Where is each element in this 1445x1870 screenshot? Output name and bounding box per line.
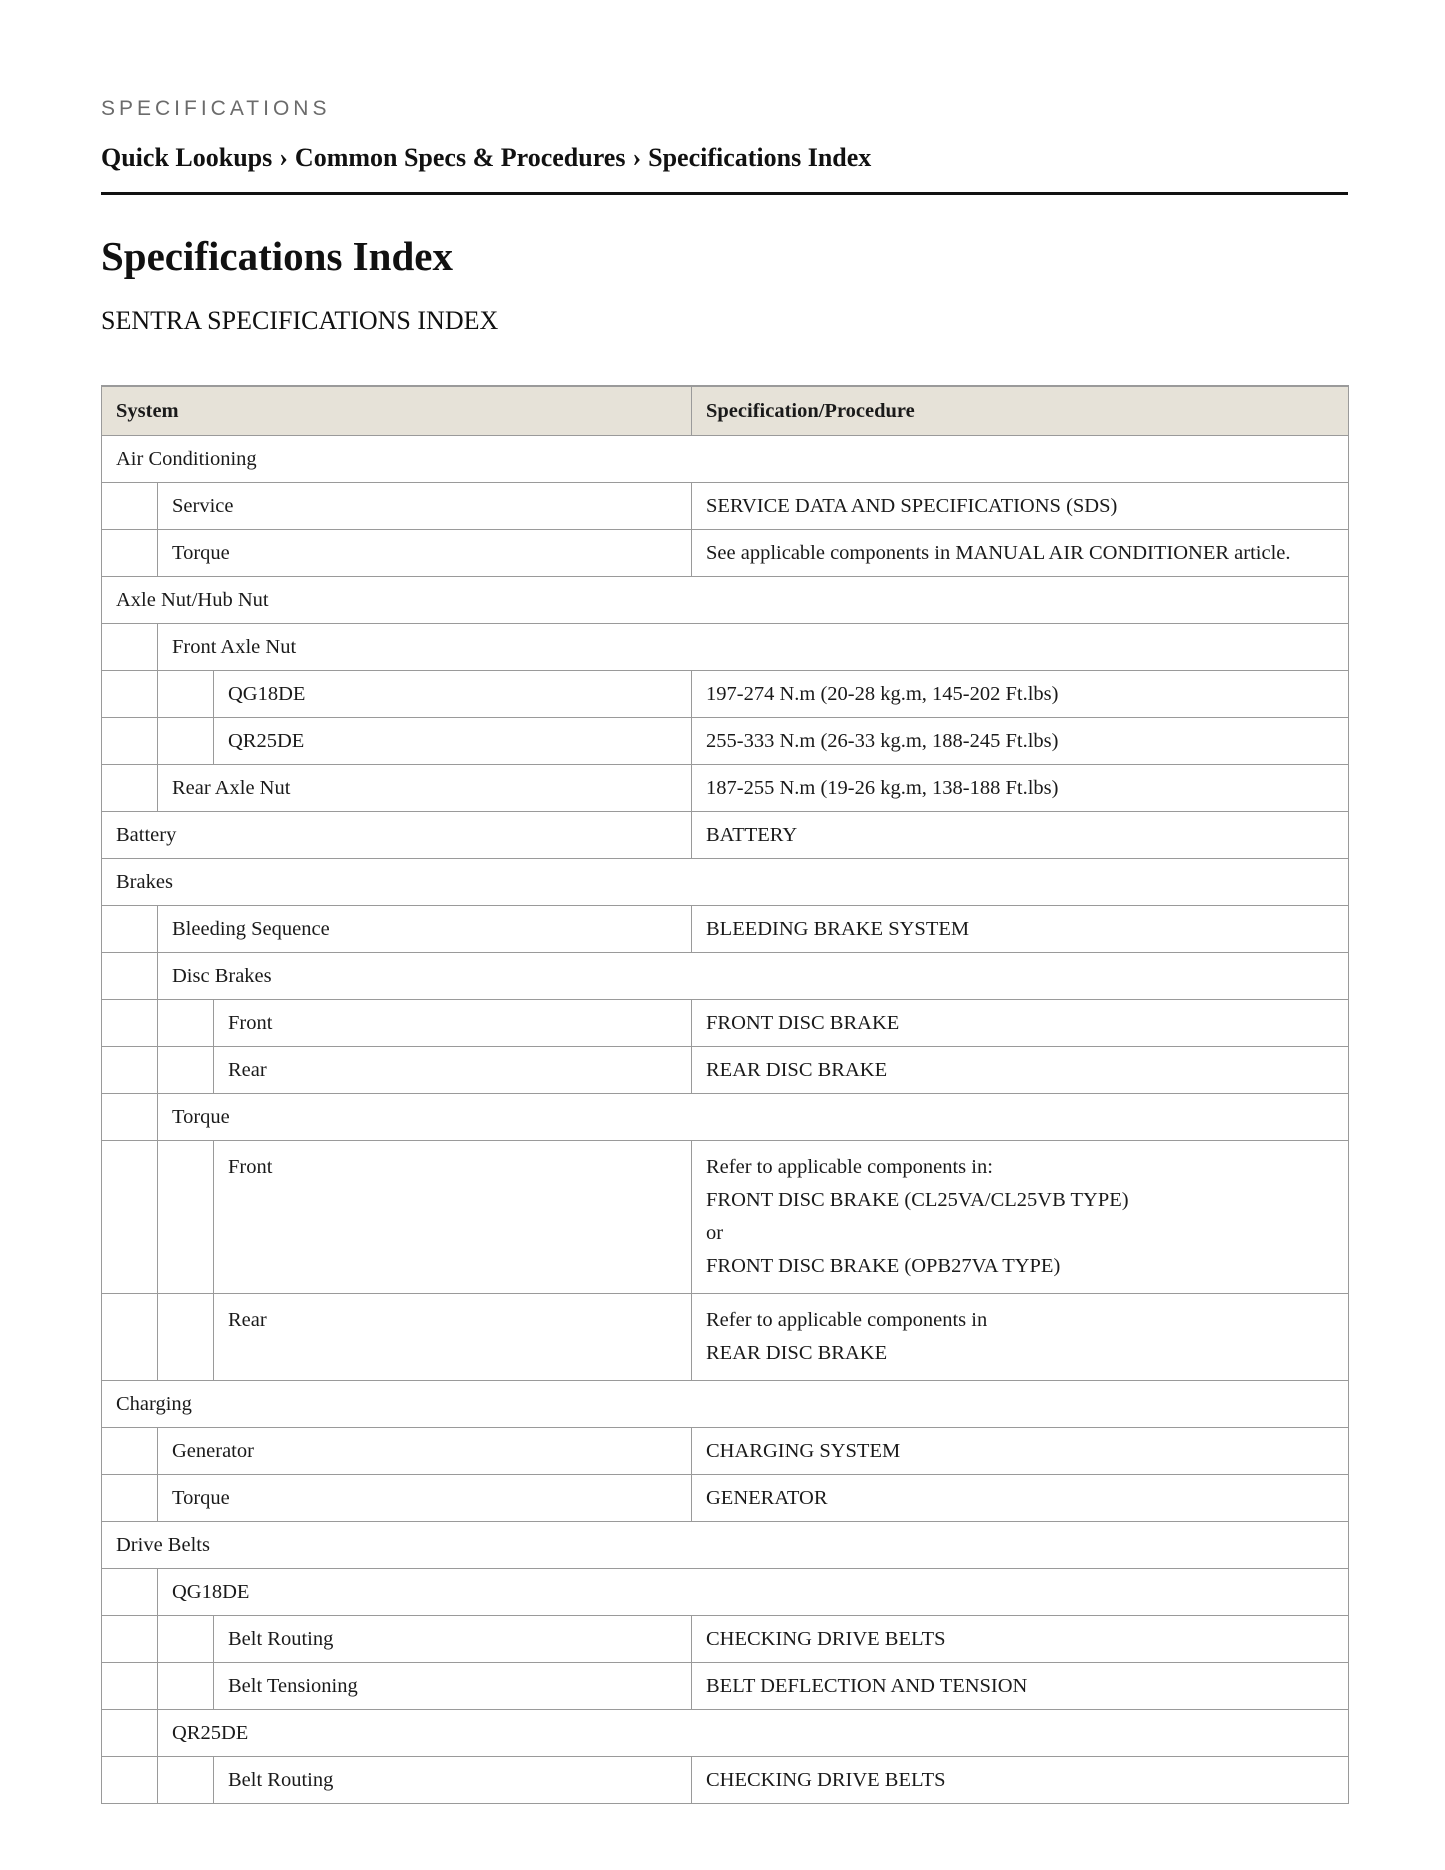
- spec-procedure-line: BELT DEFLECTION AND TENSION: [706, 1674, 1028, 1697]
- table-row: [102, 436, 1349, 483]
- indent-cell: [102, 624, 158, 671]
- spec-procedure-cell: [692, 483, 1349, 530]
- page-subtitle: SENTRA SPECIFICATIONS INDEX: [101, 306, 499, 335]
- table-row: [102, 1616, 1349, 1663]
- indent-cell: [158, 1000, 214, 1047]
- indent-cell: [102, 1047, 158, 1094]
- system-group-cell: Front Axle Nut: [158, 624, 1349, 671]
- page-title: Specifications Index: [101, 233, 453, 279]
- system-group-cell: QR25DE: [158, 1710, 1349, 1757]
- spec-procedure-cell: [692, 718, 1349, 765]
- table-row: [102, 671, 1349, 718]
- spec-procedure-line: or: [706, 1222, 724, 1244]
- system-cell: Front: [214, 1000, 692, 1047]
- table-row: [102, 1710, 1349, 1757]
- indent-cell: [102, 1294, 158, 1381]
- system-cell: Rear: [214, 1294, 692, 1381]
- spec-procedure-line: FRONT DISC BRAKE (CL25VA/CL25VB TYPE): [706, 1189, 1129, 1211]
- spec-procedure-line: CHECKING DRIVE BELTS: [706, 1768, 946, 1791]
- indent-cell: [158, 1294, 214, 1381]
- table-row: [102, 1094, 1349, 1141]
- indent-cell: [102, 1569, 158, 1616]
- table-body: [102, 436, 1349, 1804]
- indent-cell: [102, 483, 158, 530]
- spec-procedure-cell: [692, 1000, 1349, 1047]
- breadcrumb-item-common-specs[interactable]: Common Specs & Procedures: [294, 143, 626, 172]
- table-row: [102, 1663, 1349, 1710]
- table-row: [102, 1475, 1349, 1522]
- table-row: [102, 718, 1349, 765]
- system-group-cell: Torque: [158, 1094, 1349, 1141]
- spec-procedure-cell: [692, 1616, 1349, 1663]
- indent-cell: [102, 1710, 158, 1757]
- table-row: [102, 1000, 1349, 1047]
- spec-procedure-line: SERVICE DATA AND SPECIFICATIONS (SDS): [706, 494, 1118, 517]
- indent-cell: [158, 671, 214, 718]
- table-row: [102, 1047, 1349, 1094]
- system-cell: Belt Routing: [214, 1757, 692, 1804]
- breadcrumb-item-quick-lookups[interactable]: Quick Lookups: [101, 143, 273, 172]
- indent-cell: [158, 1141, 214, 1294]
- header-divider: [101, 192, 1348, 195]
- table-row: [102, 765, 1349, 812]
- spec-procedure-cell: [692, 671, 1349, 718]
- spec-procedure-cell: [692, 1141, 1349, 1294]
- indent-cell: [102, 906, 158, 953]
- spec-procedure-cell: [692, 765, 1349, 812]
- document-page: [101, 96, 1348, 1804]
- table-row: [102, 1428, 1349, 1475]
- indent-cell: [102, 1000, 158, 1047]
- indent-cell: [158, 1663, 214, 1710]
- breadcrumb-separator: ›: [632, 143, 642, 172]
- system-cell: Rear Axle Nut: [158, 765, 692, 812]
- spec-procedure-line: FRONT DISC BRAKE: [706, 1011, 900, 1034]
- system-cell: Battery: [102, 812, 692, 859]
- table-row: [102, 1522, 1349, 1569]
- table-row: [102, 530, 1349, 577]
- spec-procedure-cell: [692, 1047, 1349, 1094]
- indent-cell: [158, 1616, 214, 1663]
- table-row: [102, 1569, 1349, 1616]
- system-cell: Service: [158, 483, 692, 530]
- indent-cell: [158, 1757, 214, 1804]
- spec-procedure-line: GENERATOR: [706, 1486, 828, 1509]
- indent-cell: [102, 1094, 158, 1141]
- indent-cell: [102, 1141, 158, 1294]
- spec-procedure-line: REAR DISC BRAKE: [706, 1058, 888, 1081]
- specifications-table: [101, 385, 1349, 1804]
- spec-procedure-line: Refer to applicable components in: [706, 1309, 988, 1331]
- system-cell: QR25DE: [214, 718, 692, 765]
- table-header-row: [102, 386, 1349, 436]
- breadcrumb-item-current: Specifications Index: [648, 143, 872, 172]
- spec-procedure-line: CHECKING DRIVE BELTS: [706, 1627, 946, 1650]
- system-cell: Belt Routing: [214, 1616, 692, 1663]
- indent-cell: [102, 530, 158, 577]
- indent-cell: [158, 1047, 214, 1094]
- spec-procedure-line: BLEEDING BRAKE SYSTEM: [706, 917, 970, 940]
- system-group-cell: Charging: [102, 1381, 1349, 1428]
- system-cell: Front: [214, 1141, 692, 1294]
- breadcrumb-separator: ›: [279, 143, 288, 172]
- column-header-spec: Specification/Procedure: [692, 386, 1349, 436]
- table-row: [102, 859, 1349, 906]
- spec-procedure-cell: [692, 1428, 1349, 1475]
- indent-cell: [102, 1616, 158, 1663]
- table-row: [102, 906, 1349, 953]
- spec-procedure-cell: [692, 812, 1349, 859]
- table-row: [102, 1381, 1349, 1428]
- spec-procedure-line: REAR DISC BRAKE: [706, 1342, 888, 1364]
- system-cell: Bleeding Sequence: [158, 906, 692, 953]
- system-group-cell: Brakes: [102, 859, 1349, 906]
- system-cell: Generator: [158, 1428, 692, 1475]
- table-row: [102, 953, 1349, 1000]
- indent-cell: [102, 1757, 158, 1804]
- indent-cell: [102, 1428, 158, 1475]
- system-cell: Torque: [158, 1475, 692, 1522]
- spec-procedure-line: 197-274 N.m (20-28 kg.m, 145-202 Ft.lbs): [706, 682, 1059, 705]
- breadcrumb: [101, 142, 1348, 174]
- spec-procedure-line: FRONT DISC BRAKE (OPB27VA TYPE): [706, 1255, 1061, 1277]
- spec-procedure-line: BATTERY: [706, 823, 798, 846]
- spec-procedure-cell: [692, 530, 1349, 577]
- spec-procedure-line: See applicable components in MANUAL AIR CONDITIONER article.: [706, 541, 1291, 564]
- system-group-cell: Drive Belts: [102, 1522, 1349, 1569]
- indent-cell: [102, 1663, 158, 1710]
- table-row: [102, 1757, 1349, 1804]
- spec-procedure-cell: [692, 1663, 1349, 1710]
- spec-procedure-line: Refer to applicable components in:: [706, 1156, 993, 1178]
- system-group-cell: Air Conditioning: [102, 436, 1349, 483]
- table-row: [102, 1141, 1349, 1294]
- system-cell: Belt Tensioning: [214, 1663, 692, 1710]
- indent-cell: [102, 953, 158, 1000]
- table-row: [102, 1294, 1349, 1381]
- indent-cell: [158, 718, 214, 765]
- indent-cell: [102, 671, 158, 718]
- system-cell: QG18DE: [214, 671, 692, 718]
- indent-cell: [102, 1475, 158, 1522]
- system-cell: Rear: [214, 1047, 692, 1094]
- indent-cell: [102, 765, 158, 812]
- table-row: [102, 577, 1349, 624]
- system-group-cell: Axle Nut/Hub Nut: [102, 577, 1349, 624]
- spec-procedure-line: 187-255 N.m (19-26 kg.m, 138-188 Ft.lbs): [706, 776, 1059, 799]
- system-group-cell: QG18DE: [158, 1569, 1349, 1616]
- spec-procedure-cell: [692, 1475, 1349, 1522]
- column-header-system: System: [102, 386, 692, 436]
- section-eyebrow: SPECIFICATIONS: [101, 97, 331, 120]
- system-cell: Torque: [158, 530, 692, 577]
- table-row: [102, 483, 1349, 530]
- spec-procedure-line: 255-333 N.m (26-33 kg.m, 188-245 Ft.lbs): [706, 729, 1059, 752]
- spec-procedure-cell: [692, 1294, 1349, 1381]
- table-row: [102, 624, 1349, 671]
- system-group-cell: Disc Brakes: [158, 953, 1349, 1000]
- table-row: [102, 812, 1349, 859]
- indent-cell: [102, 718, 158, 765]
- spec-procedure-cell: [692, 1757, 1349, 1804]
- spec-procedure-line: CHARGING SYSTEM: [706, 1439, 901, 1462]
- spec-procedure-cell: [692, 906, 1349, 953]
